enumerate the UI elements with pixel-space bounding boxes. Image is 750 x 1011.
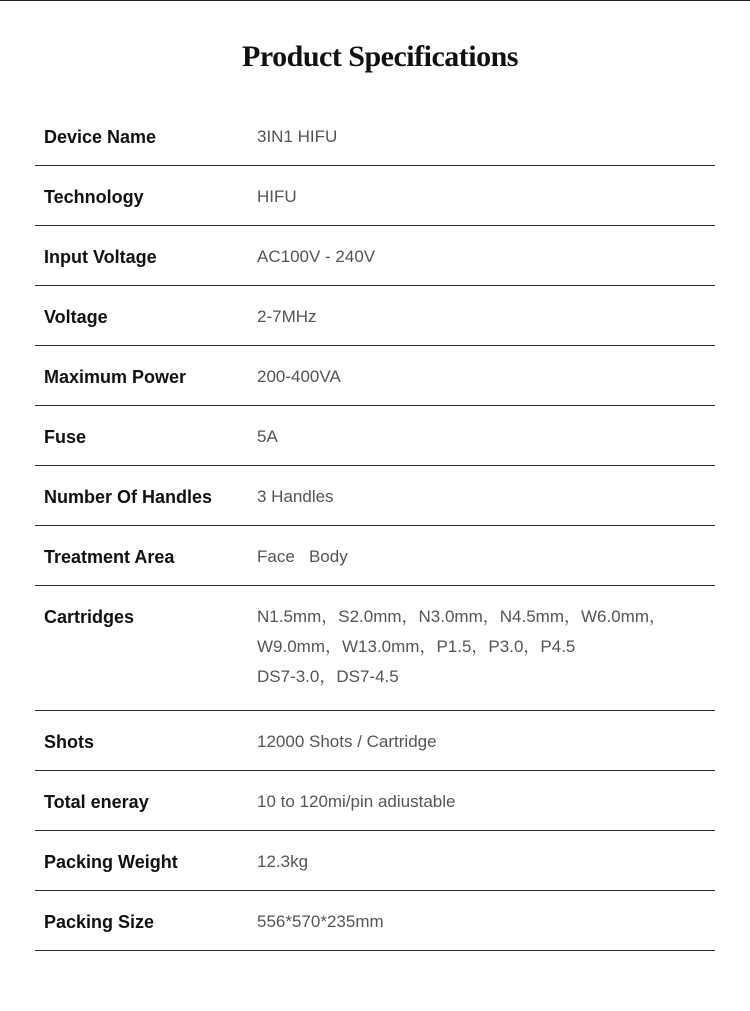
spec-row-voltage [35, 286, 715, 346]
spec-label: Treatment Area [44, 547, 175, 567]
spec-row-fuse [35, 406, 715, 466]
page-title: Product Specifications [242, 40, 518, 73]
spec-value: 5A [257, 427, 278, 446]
spec-label: Packing Weight [44, 852, 178, 872]
spec-label: Technology [44, 187, 144, 207]
spec-value: 10 to 120mi/pin adiustable [257, 792, 456, 811]
spec-value: 2-7MHz [257, 307, 317, 326]
spec-label: Voltage [44, 307, 108, 327]
spec-row-cartridges [35, 586, 715, 711]
spec-label: Shots [44, 732, 95, 752]
spec-value-cartridges [257, 607, 715, 710]
top-divider [0, 0, 750, 1]
cartridge-line: W9.0mm，W13.0mm，P1.5，P3.0，P4.5 [257, 637, 576, 656]
spec-row-input-voltage [35, 226, 715, 286]
spec-label: Maximum Power [44, 367, 187, 387]
spec-value: AC100V - 240V [257, 247, 376, 266]
spec-value: 12.3kg [257, 852, 309, 871]
cartridge-line: N1.5mm，S2.0mm，N3.0mm，N4.5mm，W6.0mm， [257, 607, 666, 626]
spec-row-device-name [35, 106, 715, 166]
spec-row-treatment-area [35, 526, 715, 586]
spec-row-maximum-power [35, 346, 715, 406]
spec-row-packing-weight [35, 831, 715, 891]
spec-value: HIFU [257, 187, 297, 206]
spec-label: Total eneray [44, 792, 149, 812]
spec-table [35, 106, 715, 951]
cartridge-line: DS7-3.0，DS7-4.5 [257, 667, 399, 686]
spec-value: 3 Handles [257, 487, 334, 506]
spec-label: Cartridges [44, 607, 135, 627]
spec-value: 200-400VA [257, 367, 341, 386]
spec-label: Fuse [44, 427, 87, 447]
spec-row-technology [35, 166, 715, 226]
spec-label: Device Name [44, 127, 157, 147]
spec-label: Input Voltage [44, 247, 157, 267]
spec-value: 12000 Shots / Cartridge [257, 732, 437, 751]
spec-label: Number Of Handles [44, 487, 213, 507]
spec-value: Face Body [257, 547, 348, 566]
spec-row-shots [35, 711, 715, 771]
spec-value: 556*570*235mm [257, 912, 384, 931]
spec-row-total-energy [35, 771, 715, 831]
spec-value: 3IN1 HIFU [257, 127, 338, 146]
spec-row-packing-size [35, 891, 715, 951]
spec-row-number-of-handles [35, 466, 715, 526]
spec-label: Packing Size [44, 912, 155, 932]
